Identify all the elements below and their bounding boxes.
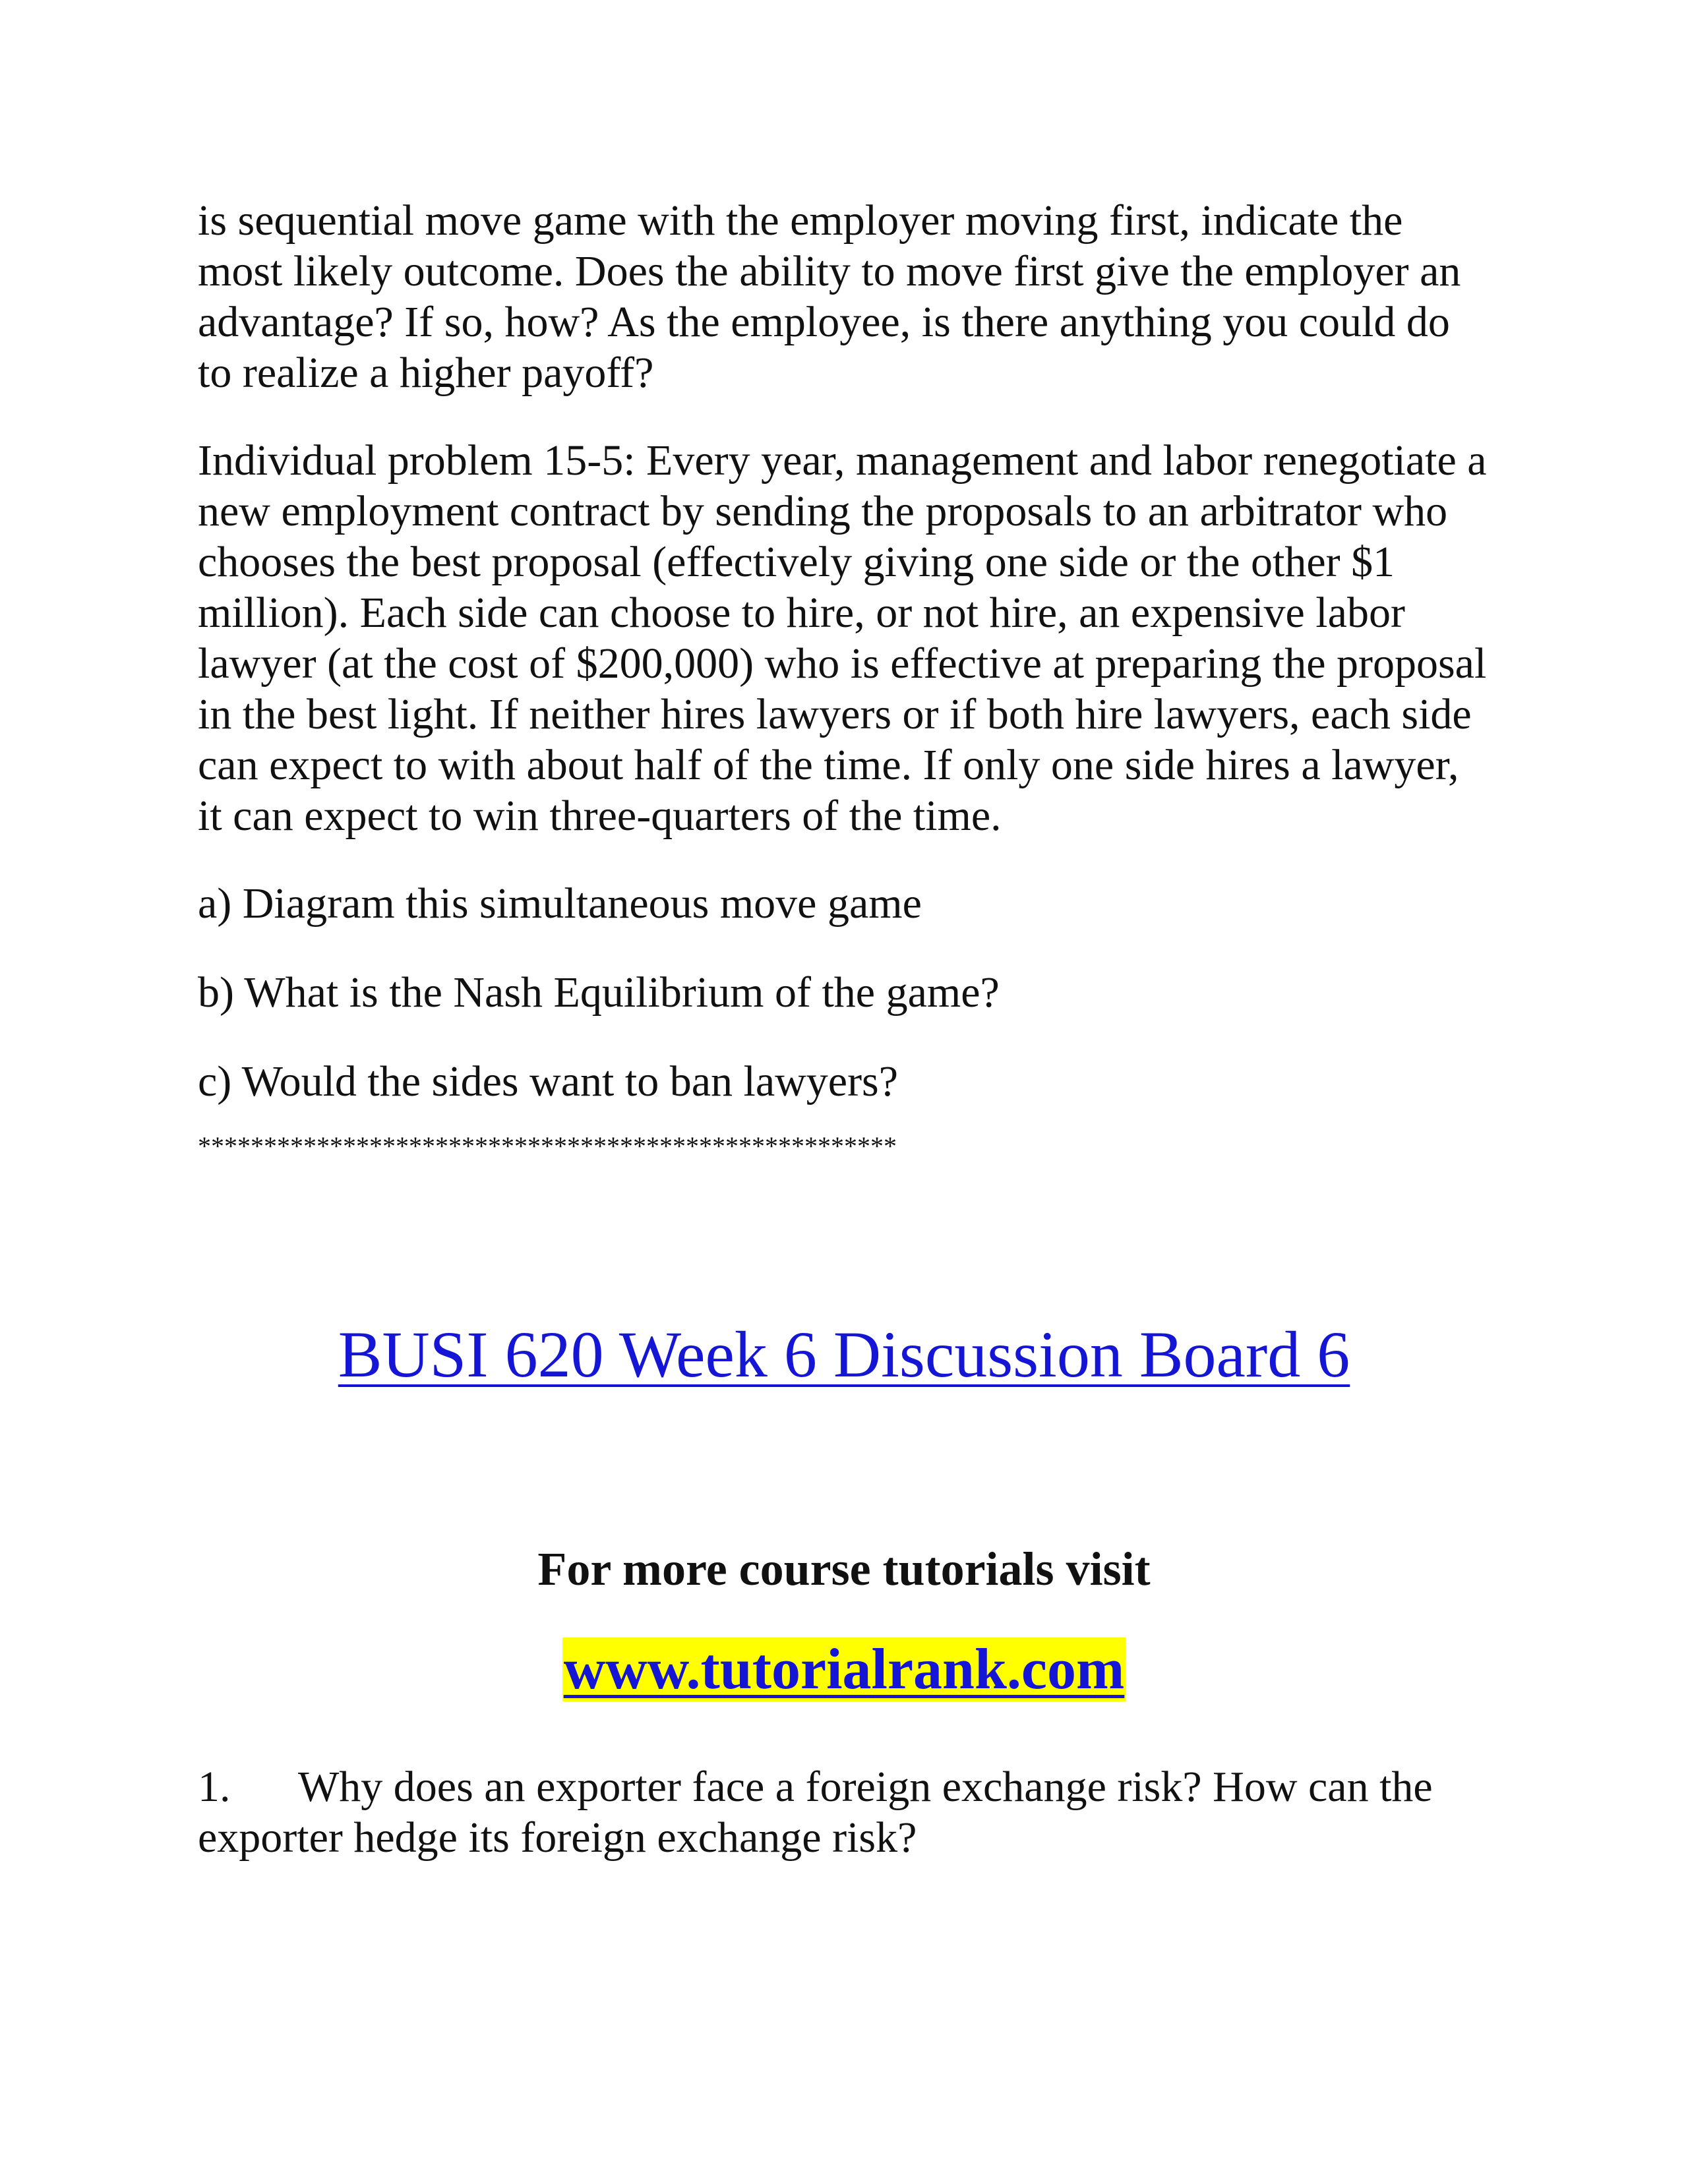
separator-line: ***************************************************** xyxy=(198,1131,897,1161)
discussion-board-heading-link[interactable]: BUSI 620 Week 6 Discussion Board 6 xyxy=(338,1318,1350,1391)
promo-site-container xyxy=(0,1634,1688,1706)
question-text: Why does an exporter face a foreign exchange risk? How can the exporter hedge its foreign exchange risk? xyxy=(198,1763,1433,1862)
promo-visit-text: For more course tutorials visit xyxy=(537,1543,1151,1595)
problem-paragraph: Individual problem 15-5: Every year, management and labor renegotiate a new employment contract by sending the proposals to an arbitrator who chooses the best proposal (effectively giving one side or the other $1 million). Each side can choose to hire, or not hire, an expensive labor lawyer (at the cost of $200,000) who is effective at preparing the proposal in the best light. If neither hires lawyers or if both hire lawyers, each side can expect to with about half of the time. If only one side hires a lawyer, it can expect to win three-quarters of the time. xyxy=(198,436,1487,840)
problem-part-c: c) Would the sides want to ban lawyers? xyxy=(198,1057,899,1106)
tutorialrank-site-link[interactable]: www.tutorialrank.com xyxy=(563,1638,1125,1701)
problem-part-b: b) What is the Nash Equilibrium of the game? xyxy=(198,968,1000,1017)
question-number: 1. xyxy=(198,1763,231,1811)
body-content xyxy=(198,195,1490,1160)
problem-part-a: a) Diagram this simultaneous move game xyxy=(198,879,922,928)
intro-paragraph: is sequential move game with the employer moving first, indicate the most likely outcome. Does the ability to move first give the employer an advantage? If so, how? As the employee, is there anything you could do to realize a higher payoff? xyxy=(198,196,1461,397)
heading-container xyxy=(0,1318,1688,1391)
question-1 xyxy=(198,1761,1490,1863)
